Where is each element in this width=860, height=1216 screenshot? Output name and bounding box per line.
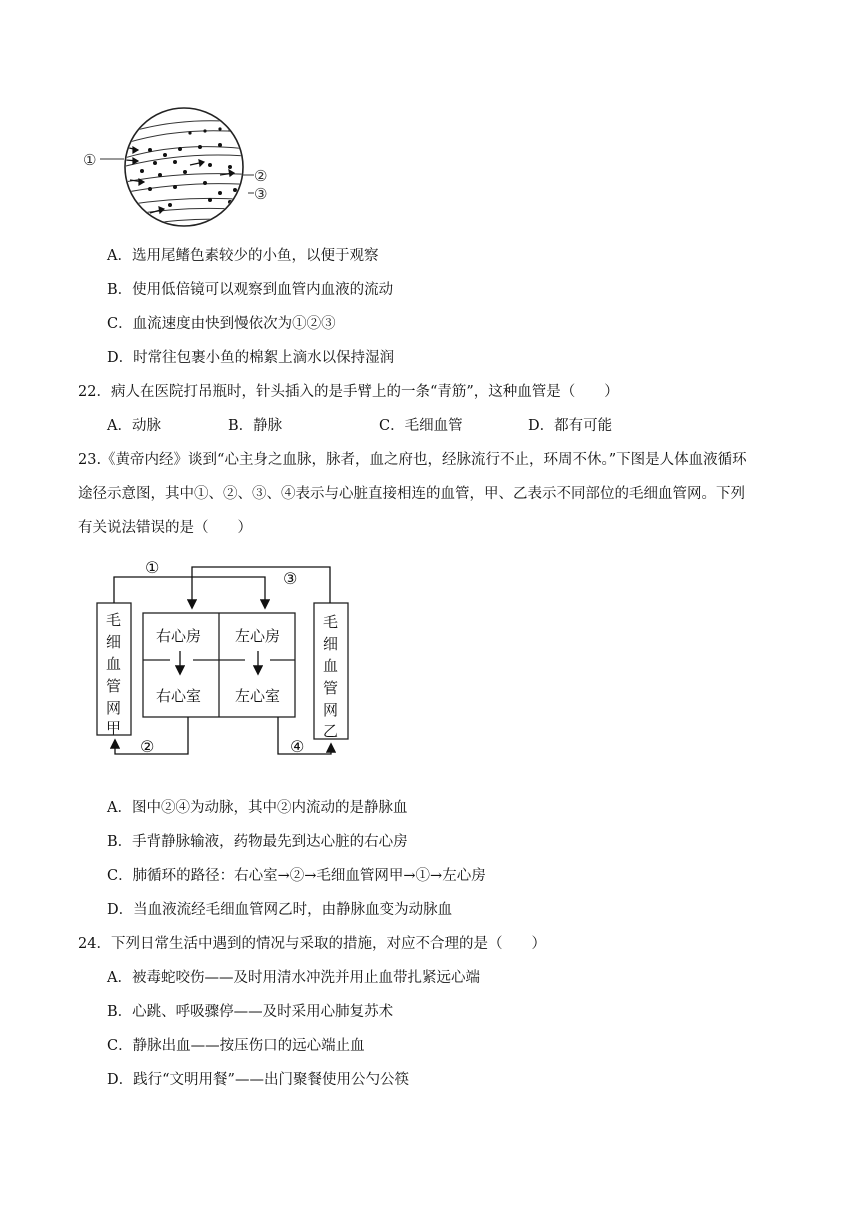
- blood-flow-figure: [80, 105, 280, 230]
- q21-option-b: B．使用低倍镜可以观察到血管内血液的流动: [107, 282, 394, 298]
- vessel-label-2: ②: [140, 737, 155, 756]
- q22-option-c: C．毛细血管: [379, 418, 463, 434]
- label-2: ②: [254, 167, 268, 185]
- right-box-char-2: 细: [323, 635, 339, 653]
- label-1: ①: [83, 151, 97, 169]
- chamber-left-atrium: 左心房: [235, 627, 281, 645]
- q22-option-b: B．静脉: [228, 418, 283, 434]
- vessel-label-4: ④: [290, 737, 305, 756]
- q23-option-b: B．手背静脉输液，药物最先到达心脏的右心房: [107, 834, 408, 850]
- chamber-right-ventricle: 右心室: [156, 687, 202, 705]
- q22-option-d: D．都有可能: [528, 418, 613, 434]
- microscope-field: [125, 108, 243, 226]
- left-box-char-5: 网: [106, 699, 122, 717]
- circulation-diagram: [90, 555, 360, 765]
- left-box-char-2: 细: [106, 633, 122, 651]
- q21-option-d: D．时常往包裹小鱼的棉絮上滴水以保持湿润: [107, 350, 395, 366]
- left-box-char-3: 血: [106, 655, 122, 673]
- q24-option-d: D．践行“文明用餐”——出门聚餐使用公勺公筷: [107, 1072, 409, 1088]
- vessel-label-3: ③: [283, 569, 298, 588]
- chamber-left-ventricle: 左心室: [235, 687, 281, 705]
- vessel-label-1: ①: [145, 558, 160, 577]
- left-box-char-6: 甲: [106, 719, 122, 737]
- chamber-right-atrium: 右心房: [156, 627, 202, 645]
- q24-option-a: A．被毒蛇咬伤——及时用清水冲洗并用止血带扎紧远心端: [107, 970, 480, 986]
- q23-option-a: A．图中②④为动脉，其中②内流动的是静脉血: [107, 800, 408, 816]
- right-box-char-4: 管: [323, 679, 339, 697]
- right-box-char-1: 毛: [323, 613, 339, 631]
- q21-option-a: A．选用尾鳍色素较少的小鱼，以便于观察: [107, 248, 379, 264]
- q23-stem-line-1: 23.《黄帝内经》谈到“心主身之血脉，脉者，血之府也，经脉流行不止，环周不休。”下图是人体血液循环: [78, 452, 747, 468]
- q24-option-c: C．静脉出血——按压伤口的远心端止血: [107, 1038, 365, 1054]
- q23-stem-line-2: 途径示意图，其中①、②、③、④表示与心脏直接相连的血管，甲、乙表示不同部位的毛细血管网。下列: [78, 486, 745, 502]
- q21-option-c: C．血流速度由快到慢依次为①②③: [107, 316, 336, 332]
- q24-option-b: B．心跳、呼吸骤停——及时采用心肺复苏术: [107, 1004, 394, 1020]
- q22-stem: 22．病人在医院打吊瓶时，针头插入的是手臂上的一条“青筋”，这种血管是（ ）: [78, 384, 619, 400]
- q23-option-d: D．当血液流经毛细血管网乙时，由静脉血变为动脉血: [107, 902, 453, 918]
- q24-stem: 24．下列日常生活中遇到的情况与采取的措施，对应不合理的是（ ）: [78, 936, 546, 952]
- right-box-char-5: 网: [323, 701, 339, 719]
- label-3: ③: [254, 185, 268, 203]
- q23-option-c: C．肺循环的路径：右心室→②→毛细血管网甲→①→左心房: [107, 868, 486, 884]
- right-box-char-3: 血: [323, 657, 339, 675]
- left-box-char-4: 管: [106, 677, 122, 695]
- right-box-char-6: 乙: [323, 722, 339, 740]
- q22-option-a: A．动脉: [107, 418, 161, 434]
- q23-stem-line-3: 有关说法错误的是（ ）: [78, 520, 252, 536]
- left-box-char-1: 毛: [106, 611, 122, 629]
